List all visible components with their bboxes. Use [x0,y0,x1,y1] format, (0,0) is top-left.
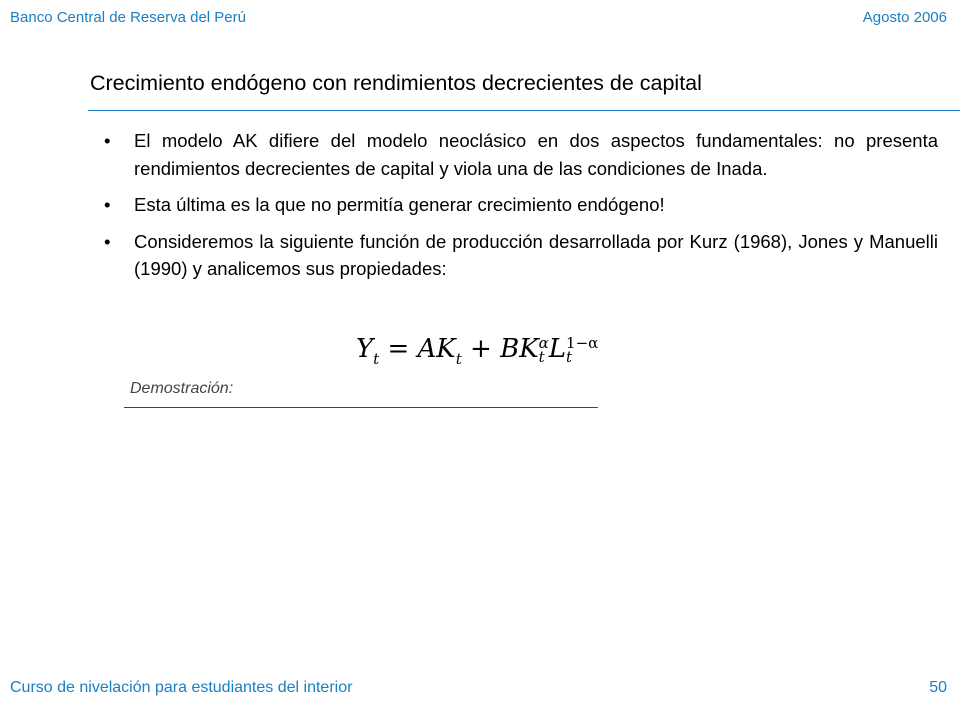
bullet-text: El modelo AK difiere del modelo neoclásico en dos aspectos fundamentales: no presenta rendimientos decrecientes de capital y viola una de las condiciones de Inada. [134,130,938,179]
bullet-text: Consideremos la siguiente función de producción desarrollada por Kurz (1968), Jones y Manuelli (1990) y analicemos sus propiedades: [134,230,938,279]
formula-equals: = [379,334,418,364]
bullet-item [104,127,938,182]
slide-title: Crecimiento endógeno con rendimientos decrecientes de capital [90,71,702,95]
formula-sup: α [538,334,549,352]
formula-sub: t [373,350,380,368]
demonstration-label: Demostración: [130,380,234,397]
bullet-marker: • [104,230,111,252]
header-institution: Banco Central de Reserva del Perú [10,9,246,26]
formula-y: Y [356,334,374,364]
formula-l: L [548,334,567,364]
bullet-item [104,191,938,219]
production-function-formula [356,334,598,368]
formula-sub: t [538,348,545,366]
formula-supsub [566,336,598,364]
bullet-item [104,228,938,283]
bullet-text: Esta última es la que no permitía generar crecimiento endógeno! [134,194,665,215]
page-number: 50 [929,679,947,696]
header-date: Agosto 2006 [862,9,947,26]
formula-sub: t [455,350,462,368]
formula-plus: + [461,334,501,364]
bullet-marker: • [104,194,111,215]
demonstration-underline [124,407,598,408]
formula-bk: BK [500,334,539,364]
formula-ak: AK [417,334,456,364]
footer-course: Curso de nivelación para estudiantes del interior [10,679,353,696]
formula-supsub [539,336,549,364]
title-underline [88,110,960,111]
formula-sup: 1−α [566,334,599,352]
bullet-list [104,127,938,292]
formula-sub: t [566,348,573,366]
bullet-marker: • [104,130,111,151]
